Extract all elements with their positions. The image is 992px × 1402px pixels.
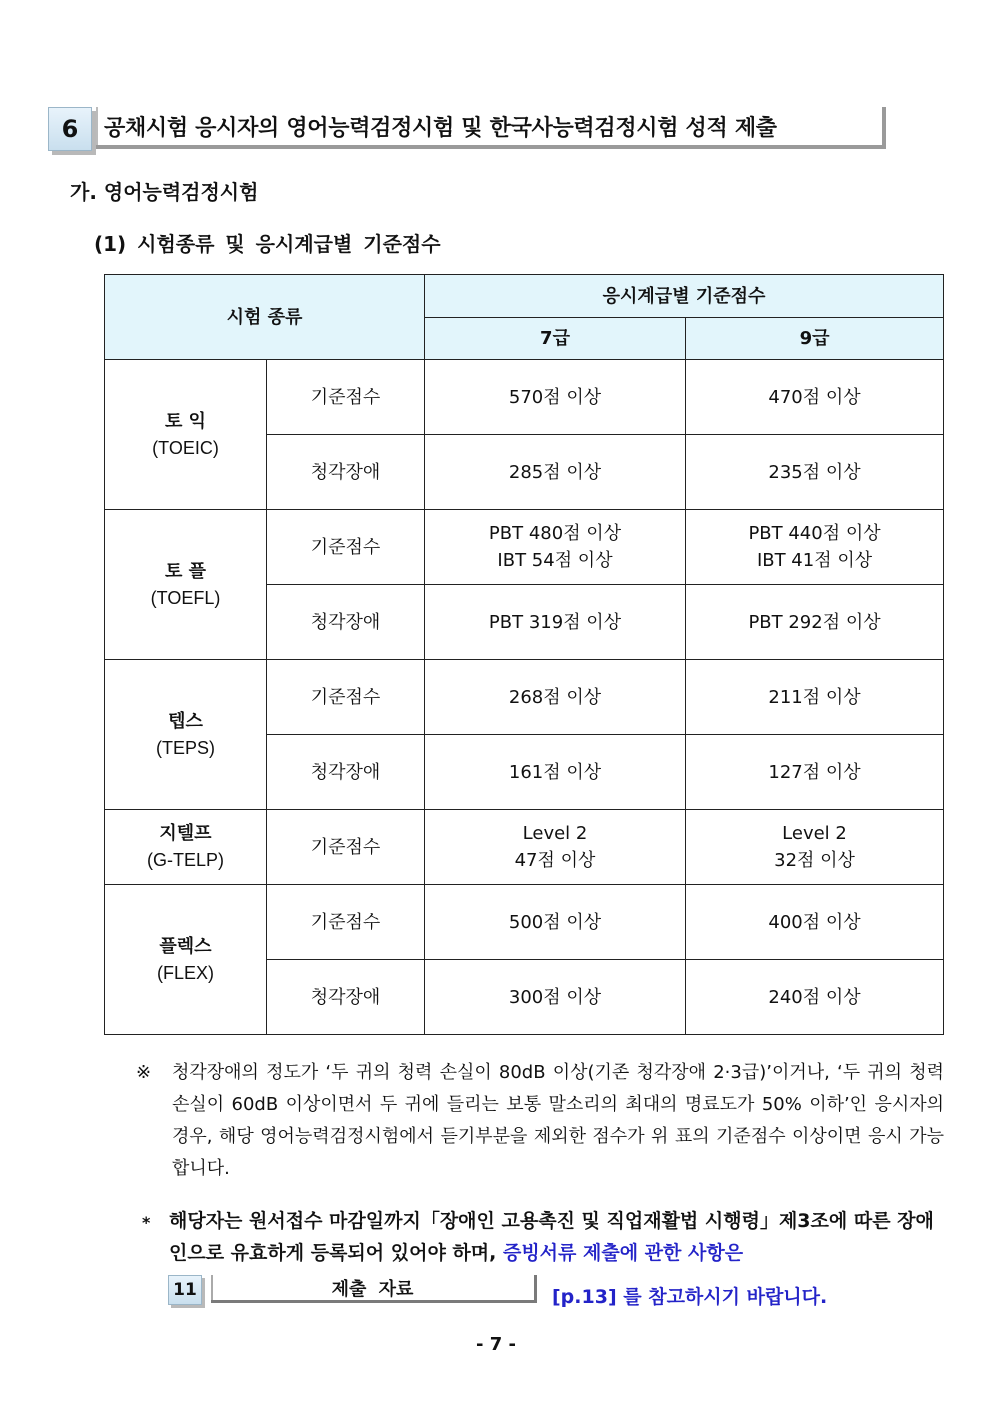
reference-number-badge: 11 <box>168 1275 202 1305</box>
exam-name: 토 익 <box>164 410 207 432</box>
note-text-blue: 증빙서류 제출에 관한 사항은 <box>502 1242 744 1264</box>
score-line: IBT 54점 이상 <box>497 550 613 571</box>
grade9-score: 211점 이상 <box>686 660 944 735</box>
reference-mark: ※ <box>136 1062 152 1083</box>
exam-cell <box>105 885 267 1035</box>
grade9-score: 235점 이상 <box>686 435 944 510</box>
grade7-score: 268점 이상 <box>425 660 686 735</box>
score-type: 기준점수 <box>267 810 425 885</box>
grade7-score: 161점 이상 <box>425 735 686 810</box>
score-type: 기준점수 <box>267 885 425 960</box>
score-line: Level 2 <box>782 823 847 844</box>
exam-name: 플렉스 <box>159 935 212 957</box>
grade7-score: PBT 319점 이상 <box>425 585 686 660</box>
registration-note <box>142 1205 944 1269</box>
grade7-score: 570점 이상 <box>425 360 686 435</box>
exam-cell <box>105 360 267 510</box>
grade9-score: 240점 이상 <box>686 960 944 1035</box>
score-line: 47점 이상 <box>514 850 596 871</box>
table-row <box>105 885 944 960</box>
header-grade-7: 7급 <box>425 318 686 360</box>
grade7-score <box>425 510 686 585</box>
grade7-score: 300점 이상 <box>425 960 686 1035</box>
section-title: 공채시험 응시자의 영어능력검정시험 및 한국사능력검정시험 성적 제출 <box>96 107 886 149</box>
grade7-score: 285점 이상 <box>425 435 686 510</box>
exam-cell <box>105 660 267 810</box>
table-row <box>105 810 944 885</box>
header-grade-group: 응시계급별 기준점수 <box>425 275 944 318</box>
exam-name-en: (TOEIC) <box>152 437 219 458</box>
grade9-score: 470점 이상 <box>686 360 944 435</box>
subsection-heading: 가. 영어능력검정시험 <box>70 180 259 204</box>
score-line: IBT 41점 이상 <box>756 550 873 571</box>
grade9-score: 400점 이상 <box>686 885 944 960</box>
score-type: 기준점수 <box>267 510 425 585</box>
registration-note-text <box>169 1205 944 1269</box>
exam-name-en: (FLEX) <box>156 962 214 983</box>
exam-cell <box>105 510 267 660</box>
table-row <box>105 660 944 735</box>
score-type: 기준점수 <box>267 360 425 435</box>
header-exam-type: 시험 종류 <box>105 275 425 360</box>
page-number: - 7 - <box>476 1334 516 1355</box>
reference-tail-text: [p.13] 를 참고하시기 바랍니다. <box>552 1286 828 1308</box>
note-text: 청각장애의 정도가 ‘두 귀의 청력 손실이 80dB 이상(기존 청각장애 2·3급)’이거나, ‘두 귀의 청력 손실이 60dB 이상이면서 두 귀에 들리는 보통 말소리의 최대의 명료도가 50% 이하’인 응시자의 경우, 해당 영어능력검정시험에서 듣기부분을 제외한 점수가 위 표의 기준점수 이상이면 응시 가능합니다. <box>172 1062 944 1179</box>
score-table <box>104 274 944 1035</box>
grade9-score <box>686 510 944 585</box>
exam-name: 토 플 <box>164 560 207 582</box>
grade9-score: PBT 292점 이상 <box>686 585 944 660</box>
exam-name-en: (G-TELP) <box>146 850 224 870</box>
grade7-score: 500점 이상 <box>425 885 686 960</box>
score-line: Level 2 <box>522 823 588 844</box>
score-type: 청각장애 <box>267 435 425 510</box>
score-line: PBT 440점 이상 <box>748 523 881 544</box>
grade7-score <box>425 810 686 885</box>
grade9-score: 127점 이상 <box>686 735 944 810</box>
exam-name-en: (TEPS) <box>155 737 215 758</box>
header-grade-9: 9급 <box>686 318 944 360</box>
hearing-impairment-note <box>136 1057 944 1185</box>
exam-cell <box>105 810 267 885</box>
note-text-black: 해당자는 원서접수 마감일까지「장애인 고용촉진 및 직업재활법 시행령」제3조에 따른 장애인으로 유효하게 등록되어 있어야 하며, <box>169 1210 934 1264</box>
table-row <box>105 360 944 435</box>
score-line: 32점 이상 <box>774 850 855 871</box>
score-type: 청각장애 <box>267 735 425 810</box>
exam-name-en: (TOEFL) <box>150 587 221 608</box>
asterisk-mark: * <box>142 1213 151 1232</box>
reference-label[interactable]: 제출 자료 <box>211 1275 537 1303</box>
table-row <box>105 510 944 585</box>
section-number-badge: 6 <box>48 107 92 151</box>
grade9-score <box>686 810 944 885</box>
score-type: 청각장애 <box>267 960 425 1035</box>
score-type: 청각장애 <box>267 585 425 660</box>
subsubsection-heading: (1) 시험종류 및 응시계급별 기준점수 <box>94 232 441 256</box>
exam-name: 지텔프 <box>159 823 212 844</box>
score-line: PBT 480점 이상 <box>488 523 622 544</box>
exam-name: 텝스 <box>168 710 203 732</box>
score-type: 기준점수 <box>267 660 425 735</box>
